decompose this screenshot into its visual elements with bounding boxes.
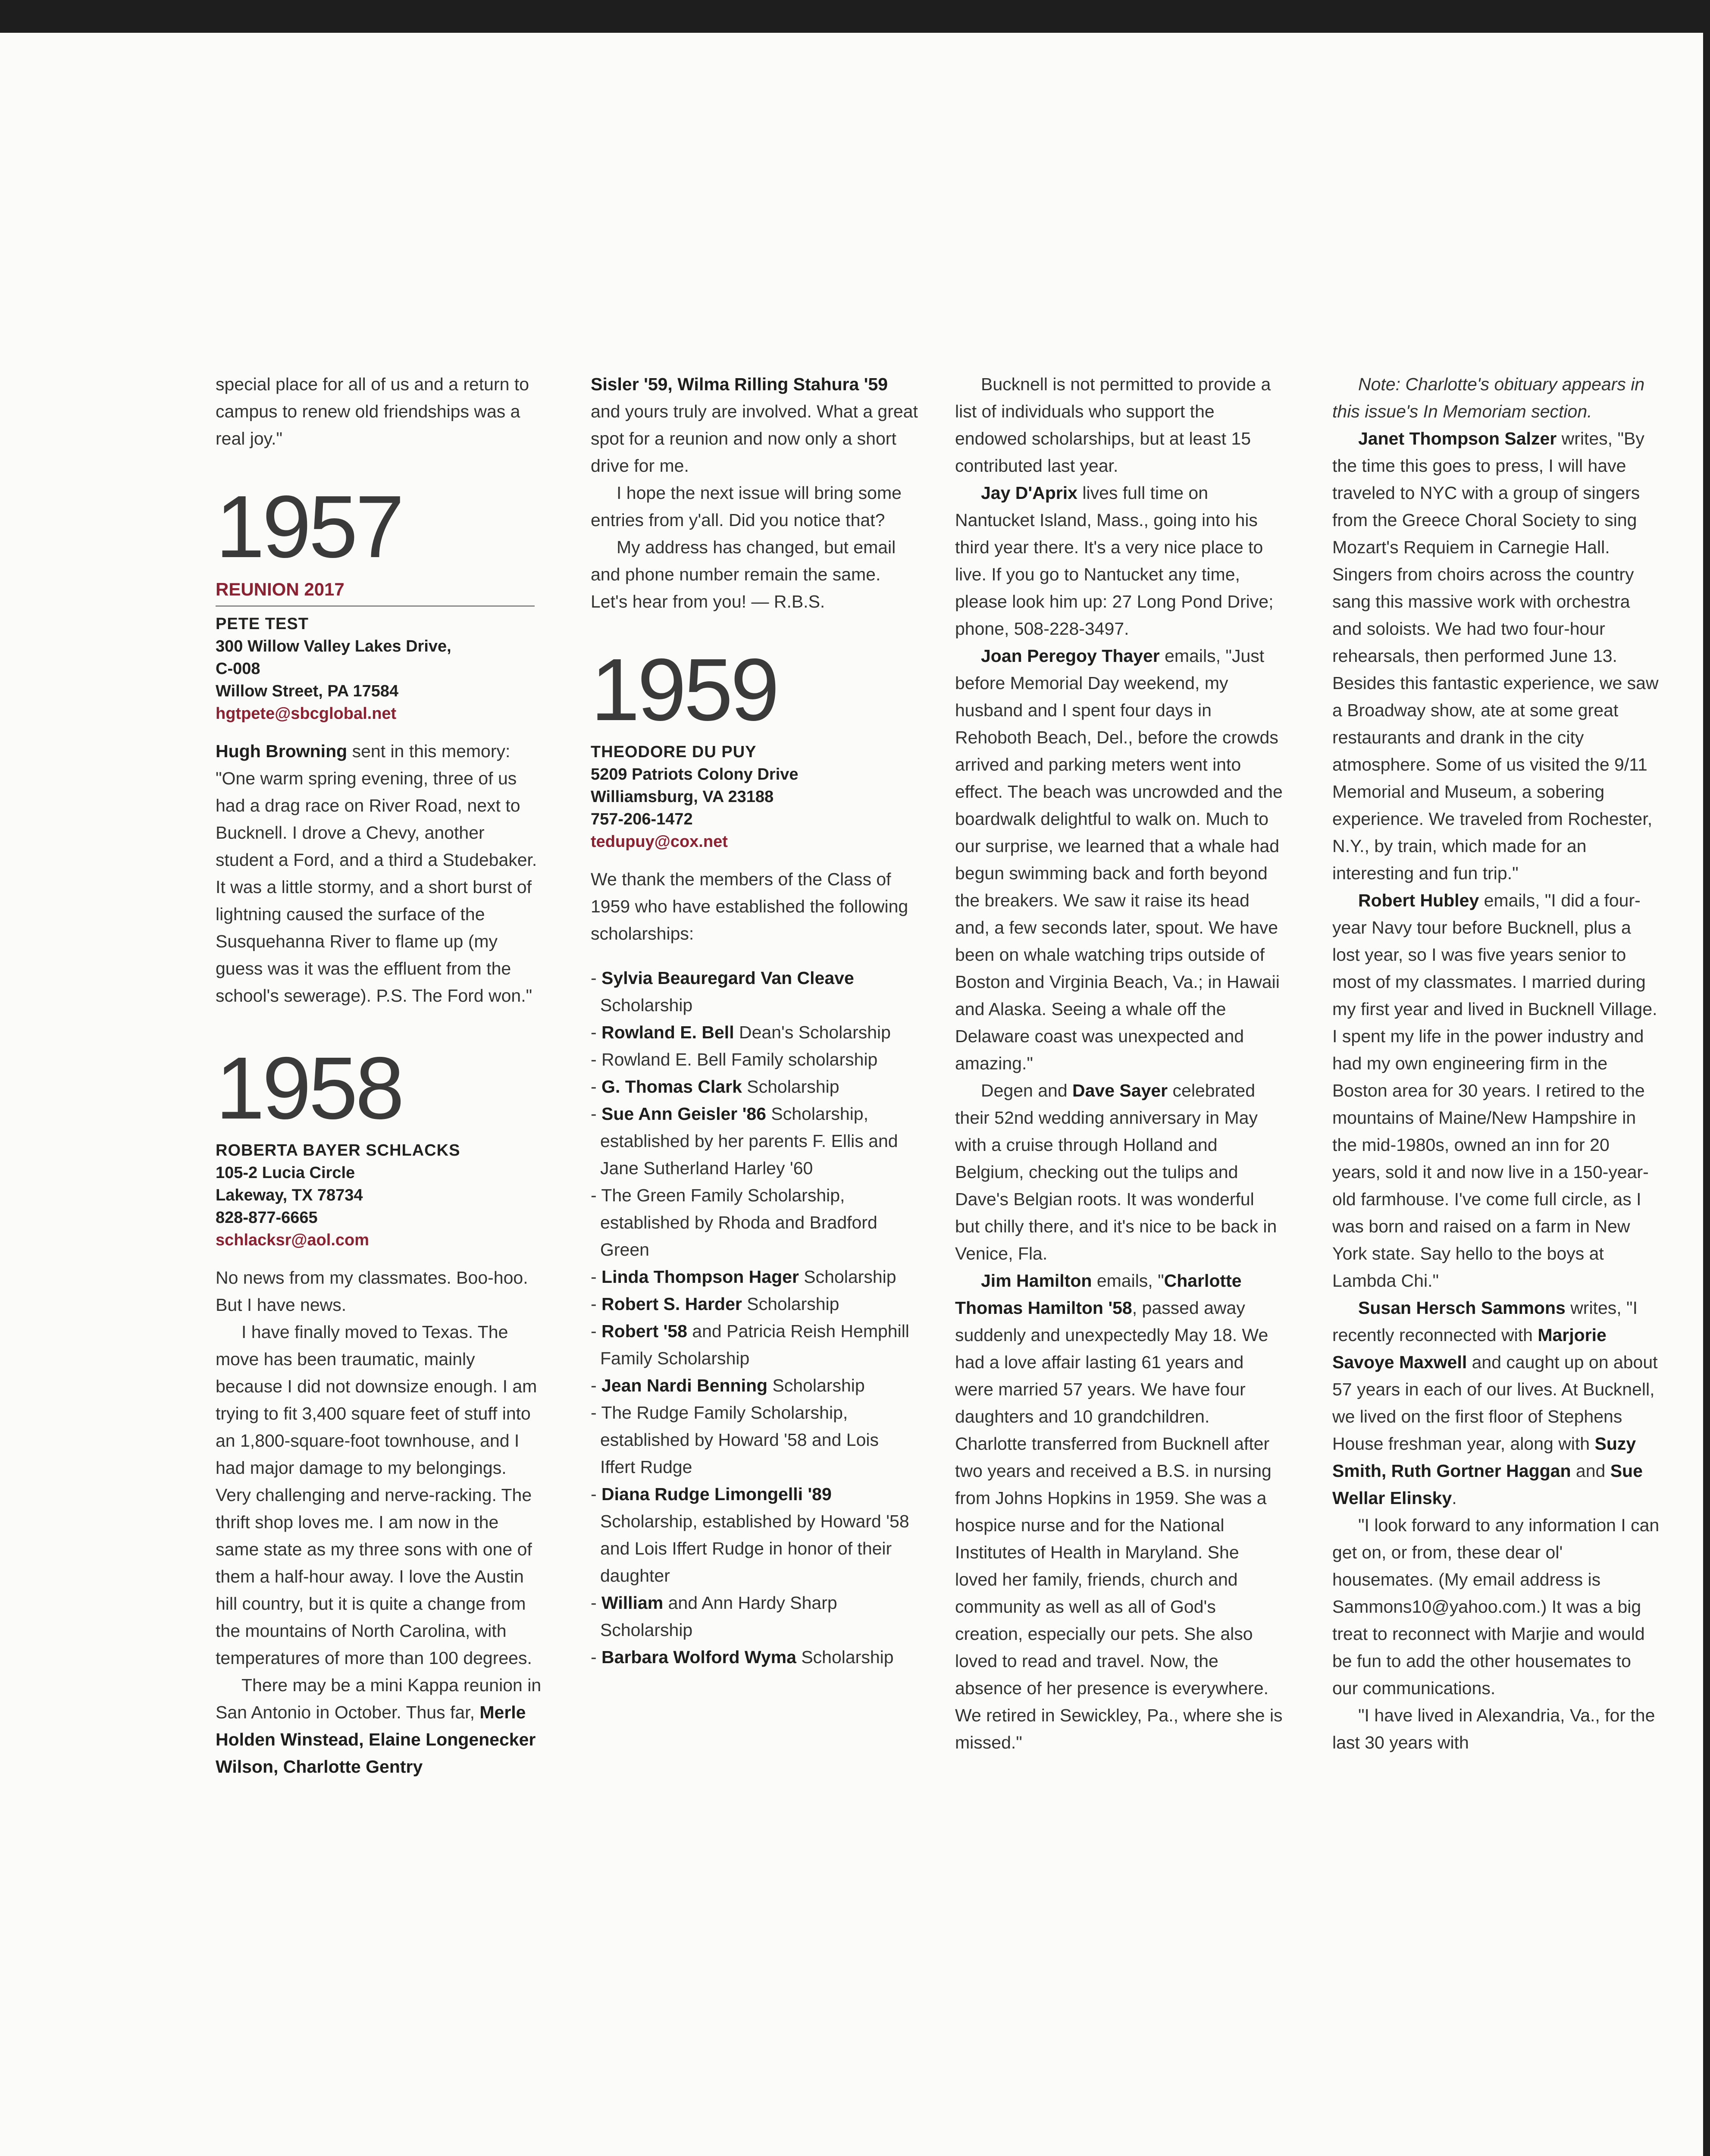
classmate-name: Janet Thompson Salzer (1358, 429, 1557, 448)
correspondent-email[interactable]: hgtpete@sbcglobal.net (216, 705, 397, 723)
address-line: Williamsburg, VA 23188 (591, 788, 774, 806)
classmate-names: Suzy Smith, Ruth Gortner Haggan (1332, 1434, 1636, 1481)
column-1 (216, 371, 543, 1780)
classmate-name: Susan Hersch Sammons (1358, 1298, 1566, 1318)
obituary-note: Note: Charlotte's obituary appears in this issue's In Memoriam section. (1332, 374, 1645, 421)
scholarship-intro: We thank the members of the Class of 1959 who have established the following scholarships: (591, 869, 908, 943)
scholarship-item: - Sylvia Beauregard Van Cleave Scholarship (591, 968, 854, 1015)
classmate-name: Marjorie Savoye Maxwell (1332, 1325, 1607, 1372)
scholarship-name: Linda Thompson Hager (601, 1267, 799, 1287)
classmate-name: Joan Peregoy Thayer (981, 646, 1160, 666)
class-note: There may be a mini Kappa reunion in San Antonio in October. Thus far, Merle Holden Winstead, Elaine Longenecker Wilson, Charlotte Gentry (216, 1675, 542, 1777)
class-note: Jim Hamilton emails, "Charlotte Thomas Hamilton '58, passed away suddenly and unexpectedly May 18. We had a love affair lasting 61 years and were married 57 years. We have four daughters and 10 grandchildren. Charlotte transferred from Bucknell after two years and received a B.S. in nursing from Johns Hopkins in 1959. She was a hospice nurse and for the National Institutes of Health in Maryland. She loved her family, friends, church and community as well as all of God's creation, especially our pets. She also loved to read and travel. Now, the absence of her presence is everywhere. We retired in Sewickley, Pa., where she is missed." (955, 1271, 1283, 1752)
class-note: Janet Thompson Salzer writes, "By the time this goes to press, I will have traveled to NYC with a group of singers from the Greece Choral Society to sing Mozart's Requiem in Carnegie Hall. Singers from choirs across the country sang this massive work with orchestra and soloists. We had two four-hour rehearsals, then performed June 13. Besides this fantastic experience, we saw a Broadway show, ate at some great restaurants and drank in the city atmosphere. Some of us visited the 9/11 Memorial and Museum, a sobering experience. We traveled from Rochester, N.Y., by train, which made for an interesting and fun trip." (1332, 429, 1659, 883)
class-note: Bucknell is not permitted to provide a list of individuals who support the endowed scholarships, but at least 15 contributed last year. (955, 374, 1271, 476)
class-year-1959: 1959 (591, 640, 777, 739)
reunion-label: REUNION 2017 (216, 578, 535, 607)
class-note: "I look forward to any information I can get on, or from, these dear ol' housemates. (My email address is Sammons10@yahoo.com.) It was a big treat to reconnect with Marjie and would be fun to add the other housemates to our communications. (1332, 1515, 1660, 1698)
scholarship-item: - The Rudge Family Scholarship, established by Howard '58 and Lois Iffert Rudge (591, 1403, 879, 1477)
class-note: Robert Hubley emails, "I did a four-year Navy tour before Bucknell, plus a lost year, so I was five years senior to most of my classmates. I married during my first year and lived in Bucknell Village. I spent my life in the power industry and had my own engineering firm in the Boston area for 30 years. I retired to the mountains of Maine/New Hampshire in the mid-1980s, owned an inn for 20 years, sold it and now live in a 150-year-old farmhouse. I've come full circle, as I was born and raised on a farm in New York state. Say hello to the boys at Lambda Chi." (1332, 890, 1657, 1291)
class-note: Degen and Dave Sayer celebrated their 52nd wedding anniversary in May with a cruise through Holland and Belgium, checking out the tulips and Dave's Belgian roots. It was wonderful but chilly there, and it's nice to be back in Venice, Fla. (955, 1081, 1277, 1263)
intro-paragraph: special place for all of us and a return to campus to renew old friendships was a real joy." (216, 374, 529, 448)
class-note: Jay D'Aprix lives full time on Nantucket Island, Mass., going into his third year there. It's a very nice place to live. If you go to Nantucket any time, please look him up: 27 Long Pond Drive; phone, 508-228-3497. (955, 483, 1274, 639)
correspondent-email[interactable]: schlacksr@aol.com (216, 1231, 370, 1249)
class-note: I hope the next issue will bring some entries from y'all. Did you notice that? (591, 483, 902, 530)
correspondent-name: THEODORE DU PUY (591, 743, 757, 761)
scholarship-name: Diana Rudge Limongelli '89 (601, 1484, 832, 1504)
correspondent-name: ROBERTA BAYER SCHLACKS (216, 1141, 460, 1159)
scholarship-list (591, 965, 918, 1671)
classmate-name: Dave Sayer (1072, 1081, 1168, 1100)
scholarship-item: - Rowland E. Bell Dean's Scholarship (591, 1022, 891, 1042)
scholarship-item: - Diana Rudge Limongelli '89 Scholarship, established by Howard '58 and Lois Iffert Rudge in honor of their daughter (591, 1484, 909, 1586)
class-year-1957: 1957 (216, 477, 402, 576)
address-line: 105-2 Lucia Circle (216, 1164, 355, 1182)
correspondent-email[interactable]: tedupuy@cox.net (591, 833, 728, 851)
correspondent-block-1959 (591, 741, 918, 853)
address-line: Lakeway, TX 78734 (216, 1186, 363, 1204)
classmate-name: Jay D'Aprix (981, 483, 1077, 503)
class-note: "I have lived in Alexandria, Va., for the last 30 years with (1332, 1705, 1655, 1752)
correspondent-block-1957 (216, 613, 543, 725)
classmate-name: Charlotte Thomas Hamilton '58 (955, 1271, 1242, 1318)
class-note: I have finally moved to Texas. The move has been traumatic, mainly because I did not downsize enough. I am trying to fit 3,400 square feet of stuff into an 1,800-square-foot townhouse, and I had major damage to my belongings. Very challenging and nerve-racking. The thrift shop loves me. I am now in the same state as my three sons with one of them a half-hour away. I love the Austin hill country, but it is quite a change from the mountains of North Carolina, with temperatures of more than 100 degrees. (216, 1322, 537, 1668)
correspondent-block-1958 (216, 1139, 543, 1251)
correspondent-name: PETE TEST (216, 615, 309, 633)
classmate-name: Sue Wellar Elinsky (1332, 1461, 1643, 1508)
classmate-names: Merle Holden Winstead, Elaine Longenecker Wilson, Charlotte Gentry (216, 1702, 536, 1777)
classmate-names: Sisler '59, Wilma Rilling Stahura '59 (591, 374, 888, 394)
scholarship-name: Jean Nardi Benning (601, 1376, 768, 1395)
scholarship-item: - G. Thomas Clark Scholarship (591, 1077, 839, 1097)
phone-number: 757-206-1472 (591, 810, 693, 828)
class-note: Joan Peregoy Thayer emails, "Just before Memorial Day weekend, my husband and I spent four days in Rehoboth Beach, Del., before the crowds arrived and parking meters went into effect. The beach was uncrowded and the boardwalk delightful to walk on. Much to our surprise, we learned that a whale had begun swimming back and forth beyond the breakers. We saw it raise its head and, a few seconds later, spout. We have been on whale watching trips outside of Boston and Virginia Beach, Va.; in Hawaii and Alaska. Seeing a whale off the Delaware coast was unexpected and amazing." (955, 646, 1283, 1073)
class-note: No news from my classmates. Boo-hoo. But I have news. (216, 1268, 528, 1315)
column-3 (955, 371, 1283, 1756)
column-2 (591, 371, 918, 1671)
scholarship-item: - Linda Thompson Hager Scholarship (591, 1267, 896, 1287)
scholarship-name: Robert '58 (601, 1321, 687, 1341)
scholarship-name: G. Thomas Clark (601, 1077, 742, 1097)
scholarship-item: - Rowland E. Bell Family scholarship (591, 1050, 878, 1069)
scholarship-item: - Sue Ann Geisler '86 Scholarship, established by her parents F. Ellis and Jane Sutherland Harley '60 (591, 1104, 898, 1178)
scholarship-name: William (601, 1593, 664, 1613)
scholarship-name: Barbara Wolford Wyma (601, 1647, 796, 1667)
phone-number: 828-877-6665 (216, 1209, 318, 1227)
classmate-name: Robert Hubley (1358, 890, 1479, 910)
scholarship-name: Sylvia Beauregard Van Cleave (601, 968, 854, 988)
classmate-name: Jim Hamilton (981, 1271, 1092, 1291)
address-line: C-008 (216, 660, 260, 678)
column-4 (1332, 371, 1660, 1756)
scholarship-item: - Jean Nardi Benning Scholarship (591, 1376, 865, 1395)
classmate-name: Hugh Browning (216, 741, 348, 761)
scholarship-item: - Robert '58 and Patricia Reish Hemphill Family Scholarship (591, 1321, 909, 1368)
address-line: 300 Willow Valley Lakes Drive, (216, 637, 451, 655)
scan-border-right (1703, 0, 1710, 2156)
scholarship-item: - William and Ann Hardy Sharp Scholarship (591, 1593, 837, 1640)
scholarship-item: - Robert S. Harder Scholarship (591, 1294, 839, 1314)
address-line: Willow Street, PA 17584 (216, 682, 399, 700)
scholarship-name: Rowland E. Bell (601, 1022, 734, 1042)
class-year-1958: 1958 (216, 1039, 402, 1138)
scholarship-name: Sue Ann Geisler '86 (601, 1104, 766, 1124)
class-note: My address has changed, but email and phone number remain the same. Let's hear from you! — R.B.S. (591, 537, 896, 611)
address-line: 5209 Patriots Colony Drive (591, 765, 799, 783)
class-note: Sisler '59, Wilma Rilling Stahura '59 and yours truly are involved. What a great spot for a reunion and now only a short drive for me. (591, 374, 918, 476)
scan-border-top (0, 0, 1710, 33)
class-note: Hugh Browning sent in this memory: "One warm spring evening, three of us had a drag race on River Road, next to Bucknell. I drove a Chevy, another student a Ford, and a third a Studebaker. It was a little stormy, and a short burst of lightning caused the surface of the Susquehanna River to flame up (my guess was it was the effluent from the school's sewerage). P.S. The Ford won." (216, 741, 537, 1006)
scholarship-item: - The Green Family Scholarship, established by Rhoda and Bradford Green (591, 1185, 877, 1260)
scholarship-item: - Barbara Wolford Wyma Scholarship (591, 1647, 894, 1667)
scholarship-name: Robert S. Harder (601, 1294, 742, 1314)
class-note: Susan Hersch Sammons writes, "I recently reconnected with Marjorie Savoye Maxwell and caught up on about 57 years in each of our lives. At Bucknell, we lived on the first floor of Stephens House freshman year, along with Suzy Smith, Ruth Gortner Haggan and Sue Wellar Elinsky. (1332, 1298, 1658, 1508)
